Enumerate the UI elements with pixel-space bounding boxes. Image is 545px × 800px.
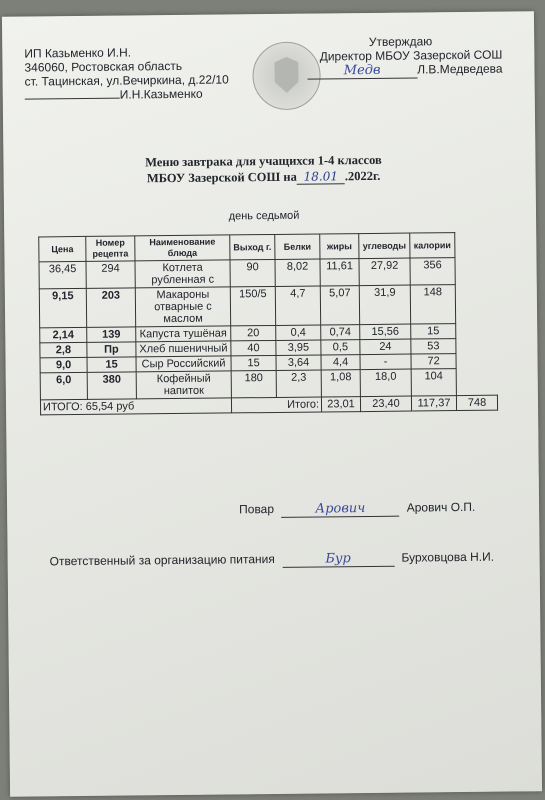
cook-signature: Арович	[281, 501, 399, 518]
col-proteins: Белки	[275, 234, 320, 259]
document-sheet	[2, 11, 542, 797]
cell-proteins: 4,7	[275, 286, 320, 325]
cell-yield: 15	[231, 355, 276, 370]
cell-proteins: 2,3	[276, 370, 321, 397]
cell-calories: 53	[411, 339, 456, 354]
cell-carbs: 27,92	[359, 258, 410, 286]
col-carbs: углеводы	[359, 233, 410, 259]
right-header	[302, 34, 502, 80]
cell-fats: 11,61	[320, 259, 359, 286]
menu-date: 18.01	[297, 169, 345, 185]
company-street: ст. Тацинская, ул.Вечиркина, д.22/10	[24, 72, 229, 89]
total-calories: 748	[456, 395, 497, 410]
total-carbs: 117,37	[411, 396, 456, 411]
total-price: ИТОГО: 65,54 руб	[40, 398, 231, 415]
cell-yield: 90	[230, 259, 275, 286]
cell-dish: Хлеб пшеничный	[136, 341, 231, 357]
menu-table	[38, 232, 498, 416]
cell-price: 9,0	[40, 357, 87, 372]
cell-carbs: 18,0	[360, 369, 411, 397]
day-label: день седьмой	[228, 209, 300, 223]
cell-proteins: 3,95	[276, 340, 321, 355]
cell-recipe: 380	[87, 372, 136, 400]
cell-price: 6,0	[40, 372, 87, 399]
cell-dish: Капуста тушёная	[136, 326, 231, 342]
col-dish: Наименование блюда	[135, 235, 230, 261]
company-signatory: И.Н.Казьменко	[25, 86, 229, 102]
cell-proteins: 8,02	[275, 259, 320, 286]
cell-recipe: 139	[87, 327, 136, 343]
cell-yield: 40	[231, 340, 276, 355]
cell-recipe: 15	[87, 357, 136, 373]
approval-label: Утверждаю	[368, 34, 433, 49]
company-postal: 346060, Ростовская область	[24, 58, 183, 75]
col-fats: жиры	[320, 234, 359, 259]
cook-signature-line	[239, 500, 475, 518]
total-proteins: 23,01	[321, 397, 360, 412]
cell-calories: 72	[411, 354, 456, 369]
cell-fats: 0,5	[321, 340, 360, 355]
total-label: Итого:	[231, 397, 321, 413]
cell-carbs: 15,56	[360, 324, 411, 340]
cell-price: 2,14	[40, 327, 87, 342]
cell-recipe: 294	[86, 261, 135, 289]
responsible-label: Ответственный за организацию питания	[49, 551, 275, 569]
cell-carbs: 31,9	[359, 285, 410, 325]
cell-calories: 104	[411, 369, 456, 396]
cell-price: 36,45	[39, 261, 86, 288]
cell-fats: 1,08	[321, 370, 360, 397]
cell-price: 2,8	[40, 342, 87, 357]
cell-yield: 150/5	[230, 286, 275, 325]
company-name: ИП Казьменко И.Н.	[24, 45, 132, 61]
cell-fats: 0,74	[321, 325, 360, 340]
cell-recipe: Пр	[87, 342, 136, 358]
cell-yield: 20	[231, 325, 276, 340]
cell-proteins: 0,4	[276, 325, 321, 340]
cell-fats: 5,07	[320, 286, 359, 325]
responsible-signature: Бур	[282, 551, 394, 568]
cell-dish: Сыр Российский	[136, 356, 231, 372]
director-signature: Медв	[307, 63, 417, 79]
responsible-name: Бурховцова Н.И.	[401, 549, 495, 565]
cell-calories: 15	[411, 324, 456, 339]
director-title: Директор МБОУ Зазерской СОШ	[319, 47, 503, 64]
cell-dish: Котлета рубленная с	[135, 260, 230, 288]
cell-proteins: 3,64	[276, 355, 321, 370]
menu-title-line1: Меню завтрака для учащихся 1-4 классов	[145, 152, 382, 170]
cell-calories: 356	[410, 258, 455, 285]
col-calories: калории	[410, 233, 455, 258]
table-row	[39, 284, 496, 328]
cook-name: Арович О.П.	[406, 499, 476, 515]
total-fats: 23,40	[360, 396, 411, 412]
left-header	[24, 44, 229, 102]
cell-fats: 4,4	[321, 355, 360, 370]
director-name: Л.В.Медведева	[417, 61, 503, 77]
cell-carbs: 24	[360, 339, 411, 355]
col-yield: Выход г.	[230, 234, 275, 259]
cell-recipe: 203	[86, 288, 135, 328]
cell-yield: 180	[231, 370, 276, 397]
col-recipe: Номер рецепта	[86, 236, 135, 262]
cell-dish: Кофейный напиток	[136, 371, 231, 399]
menu-title-line2: МБОУ Зазерской СОШ на 18.01 .2022г.	[146, 168, 381, 186]
director-signature-line	[302, 62, 502, 80]
cook-label: Повар	[239, 501, 275, 517]
cell-price: 9,15	[39, 288, 86, 327]
cell-carbs: -	[360, 354, 411, 370]
col-price: Цена	[39, 236, 86, 261]
responsible-signature-line	[50, 550, 495, 571]
cell-dish: Макароны отварные с маслом	[135, 287, 230, 327]
cell-calories: 148	[410, 285, 455, 324]
